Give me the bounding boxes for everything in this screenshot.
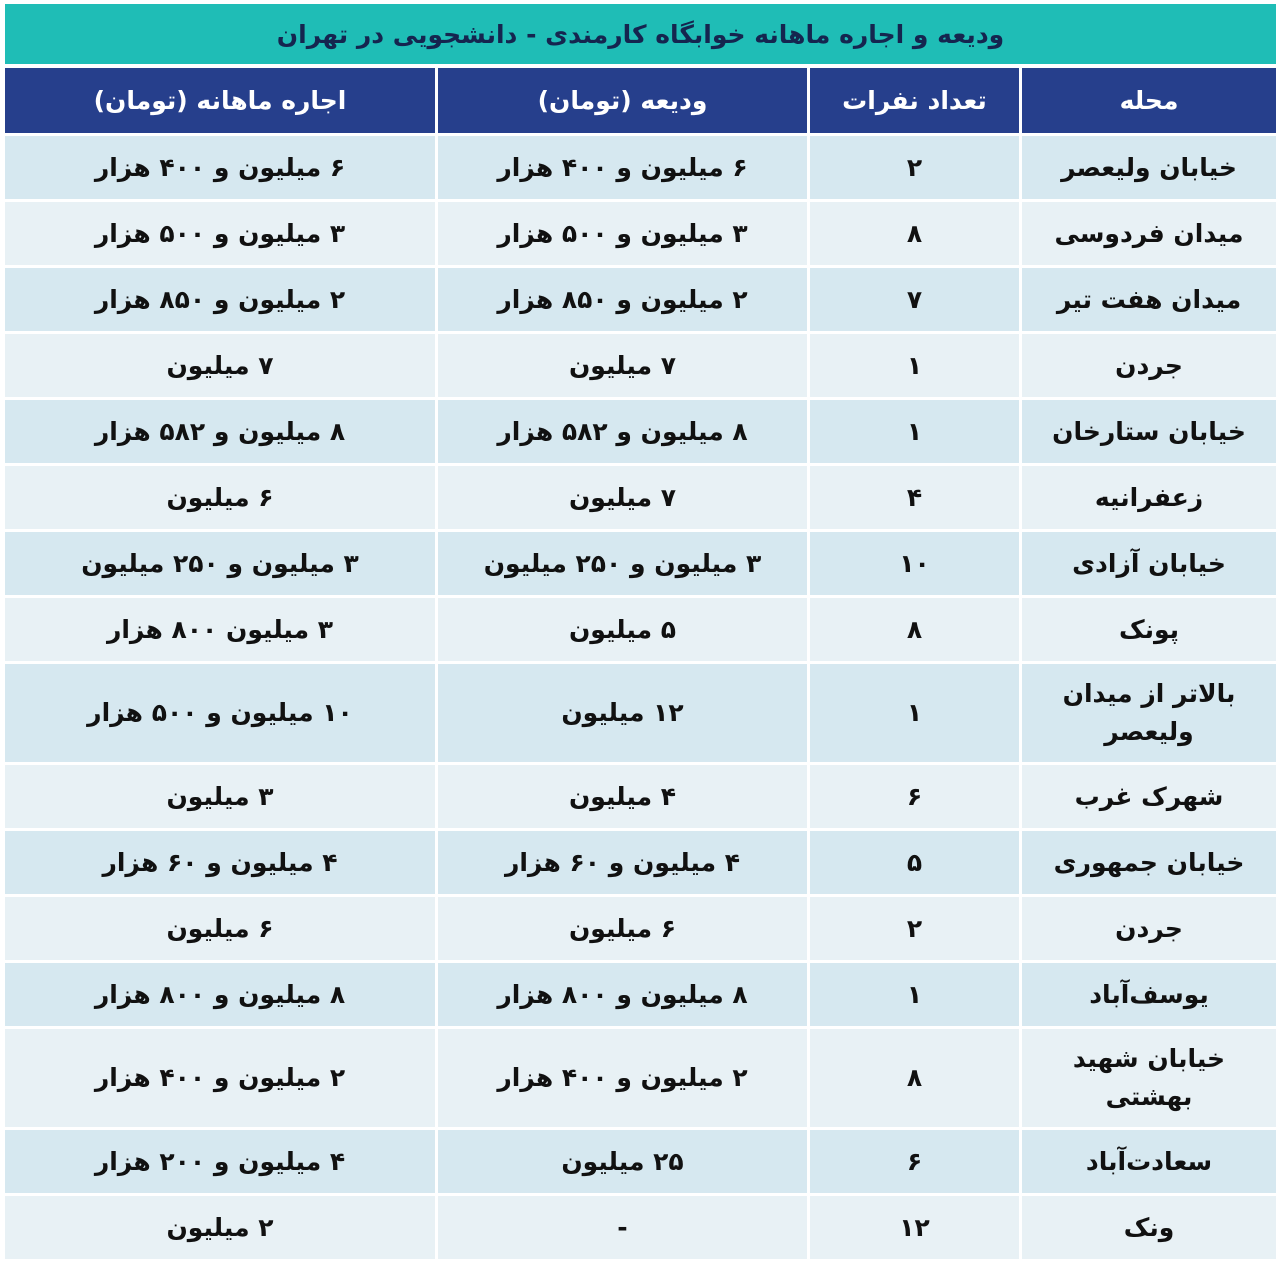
table-row [5, 963, 1276, 1026]
people-count-cell: ۲ [810, 897, 1019, 960]
neighborhood-cell: خیابان شهید بهشتی [1022, 1029, 1276, 1127]
table-row [5, 532, 1276, 595]
deposit-cell: - [438, 1196, 807, 1259]
header-neighborhood: محله [1022, 68, 1276, 133]
table-row [5, 400, 1276, 463]
people-count-cell: ۱ [810, 400, 1019, 463]
header-monthly-rent: اجاره ماهانه (تومان) [5, 68, 435, 133]
neighborhood-cell: خیابان آزادی [1022, 532, 1276, 595]
neighborhood-cell: جردن [1022, 897, 1276, 960]
table-row [5, 598, 1276, 661]
people-count-cell: ۱ [810, 963, 1019, 1026]
table-title: ودیعه و اجاره ماهانه خوابگاه کارمندی - دانشجویی در تهران [5, 4, 1276, 64]
monthly-rent-cell: ۸ میلیون و ۵۸۲ هزار [5, 400, 435, 463]
monthly-rent-cell: ۶ میلیون و ۴۰۰ هزار [5, 136, 435, 199]
deposit-cell: ۴ میلیون [438, 765, 807, 828]
people-count-cell: ۸ [810, 598, 1019, 661]
table-row [5, 136, 1276, 199]
people-count-cell: ۴ [810, 466, 1019, 529]
neighborhood-cell: خیابان ستارخان [1022, 400, 1276, 463]
deposit-cell: ۸ میلیون و ۵۸۲ هزار [438, 400, 807, 463]
deposit-cell: ۷ میلیون [438, 466, 807, 529]
neighborhood-cell: میدان فردوسی [1022, 202, 1276, 265]
deposit-cell: ۱۲ میلیون [438, 664, 807, 762]
table-row [5, 1196, 1276, 1259]
deposit-cell: ۴ میلیون و ۶۰ هزار [438, 831, 807, 894]
people-count-cell: ۷ [810, 268, 1019, 331]
deposit-cell: ۶ میلیون [438, 897, 807, 960]
people-count-cell: ۱۲ [810, 1196, 1019, 1259]
table-row [5, 268, 1276, 331]
people-count-cell: ۱۰ [810, 532, 1019, 595]
monthly-rent-cell: ۲ میلیون و ۸۵۰ هزار [5, 268, 435, 331]
monthly-rent-cell: ۱۰ میلیون و ۵۰۰ هزار [5, 664, 435, 762]
monthly-rent-cell: ۴ میلیون و ۲۰۰ هزار [5, 1130, 435, 1193]
people-count-cell: ۲ [810, 136, 1019, 199]
people-count-cell: ۶ [810, 1130, 1019, 1193]
deposit-cell: ۷ میلیون [438, 334, 807, 397]
deposit-cell: ۳ میلیون و ۵۰۰ هزار [438, 202, 807, 265]
table-row [5, 1130, 1276, 1193]
neighborhood-cell: ونک [1022, 1196, 1276, 1259]
people-count-cell: ۱ [810, 334, 1019, 397]
table-row [5, 334, 1276, 397]
deposit-cell: ۲ میلیون و ۴۰۰ هزار [438, 1029, 807, 1127]
monthly-rent-cell: ۳ میلیون [5, 765, 435, 828]
table-row [5, 664, 1276, 762]
people-count-cell: ۱ [810, 664, 1019, 762]
people-count-cell: ۸ [810, 1029, 1019, 1127]
table-row [5, 202, 1276, 265]
deposit-cell: ۶ میلیون و ۴۰۰ هزار [438, 136, 807, 199]
deposit-cell: ۲ میلیون و ۸۵۰ هزار [438, 268, 807, 331]
monthly-rent-cell: ۳ میلیون ۸۰۰ هزار [5, 598, 435, 661]
table-row [5, 765, 1276, 828]
header-row [5, 68, 1276, 133]
monthly-rent-cell: ۸ میلیون و ۸۰۰ هزار [5, 963, 435, 1026]
table-row [5, 831, 1276, 894]
deposit-cell: ۵ میلیون [438, 598, 807, 661]
header-deposit: ودیعه (تومان) [438, 68, 807, 133]
neighborhood-cell: یوسف‌آباد [1022, 963, 1276, 1026]
monthly-rent-cell: ۲ میلیون [5, 1196, 435, 1259]
monthly-rent-cell: ۷ میلیون [5, 334, 435, 397]
neighborhood-cell: میدان هفت تیر [1022, 268, 1276, 331]
header-people-count: تعداد نفرات [810, 68, 1019, 133]
neighborhood-cell: شهرک غرب [1022, 765, 1276, 828]
monthly-rent-cell: ۳ میلیون و ۲۵۰ میلیون [5, 532, 435, 595]
neighborhood-cell: بالاتر از میدان ولیعصر [1022, 664, 1276, 762]
monthly-rent-cell: ۴ میلیون و ۶۰ هزار [5, 831, 435, 894]
rent-table [2, 65, 1279, 1262]
people-count-cell: ۸ [810, 202, 1019, 265]
deposit-cell: ۳ میلیون و ۲۵۰ میلیون [438, 532, 807, 595]
neighborhood-cell: زعفرانیه [1022, 466, 1276, 529]
neighborhood-cell: خیابان جمهوری [1022, 831, 1276, 894]
monthly-rent-cell: ۲ میلیون و ۴۰۰ هزار [5, 1029, 435, 1127]
deposit-cell: ۲۵ میلیون [438, 1130, 807, 1193]
table-row [5, 897, 1276, 960]
neighborhood-cell: جردن [1022, 334, 1276, 397]
monthly-rent-cell: ۳ میلیون و ۵۰۰ هزار [5, 202, 435, 265]
neighborhood-cell: سعادت‌آباد [1022, 1130, 1276, 1193]
neighborhood-cell: خیابان ولیعصر [1022, 136, 1276, 199]
monthly-rent-cell: ۶ میلیون [5, 897, 435, 960]
table-row [5, 466, 1276, 529]
table-row [5, 1029, 1276, 1127]
deposit-cell: ۸ میلیون و ۸۰۰ هزار [438, 963, 807, 1026]
neighborhood-cell: پونک [1022, 598, 1276, 661]
monthly-rent-cell: ۶ میلیون [5, 466, 435, 529]
people-count-cell: ۵ [810, 831, 1019, 894]
people-count-cell: ۶ [810, 765, 1019, 828]
